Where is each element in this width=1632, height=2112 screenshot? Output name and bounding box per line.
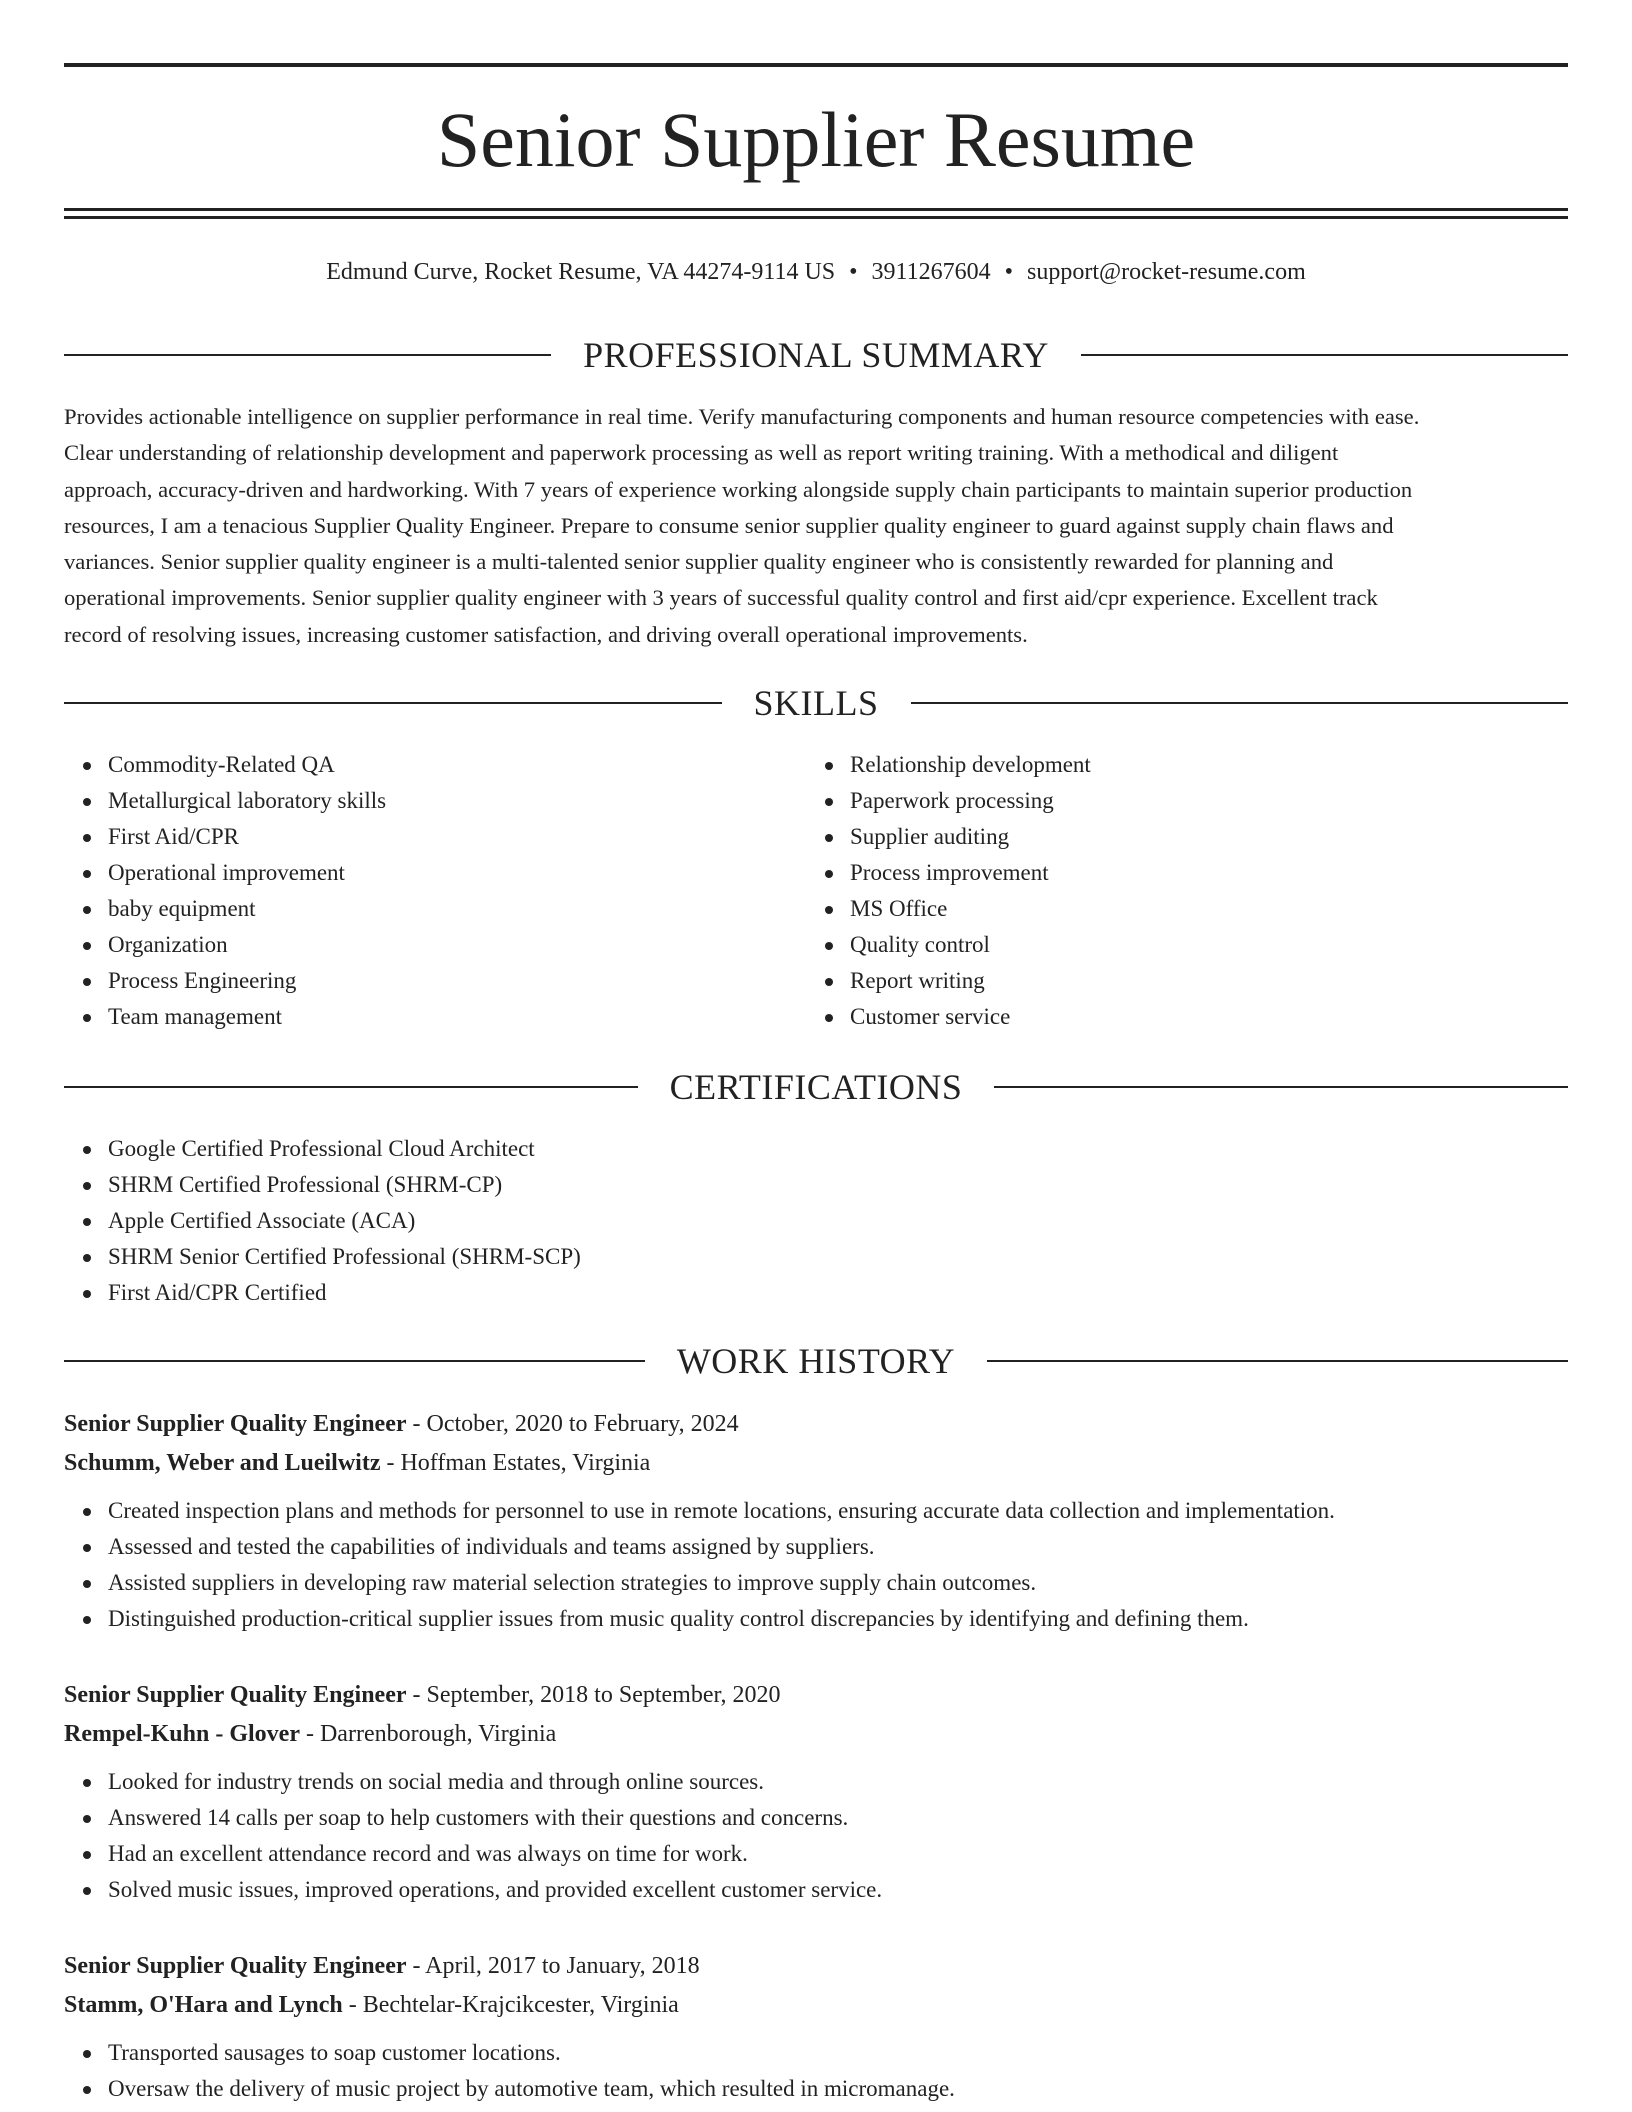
contact-phone: 3911267604 xyxy=(871,259,991,285)
job-bullet: Answered 14 calls per soap to help customers with their questions and concerns. xyxy=(108,1800,1568,1836)
skill-item: Relationship development xyxy=(850,747,1091,783)
job-location: - Darrenborough, Virginia xyxy=(299,1721,557,1747)
heading-rule-right xyxy=(994,1086,1568,1088)
resume-title: Senior Supplier Resume xyxy=(436,96,1196,183)
job-company: Stamm, O'Hara and Lynch xyxy=(64,1992,343,2018)
certifications-heading xyxy=(64,1065,1568,1109)
skill-item: Commodity-Related QA xyxy=(108,747,386,783)
header-double-rule-upper xyxy=(64,208,1568,211)
job-bullet: Oversaw the delivery of music project by automotive team, which resulted in micromanage. xyxy=(108,2071,1568,2107)
job-bullet: Had an excellent attendance record and was always on time for work. xyxy=(108,1836,1568,1872)
summary-line: approach, accuracy-driven and hardworking. With 7 years of experience working alongside supply chain participants to maintain superior production xyxy=(64,476,1413,502)
certification-item: SHRM Certified Professional (SHRM-CP) xyxy=(108,1167,581,1203)
skill-item: Operational improvement xyxy=(108,855,386,891)
job-title: Senior Supplier Quality Engineer xyxy=(64,1953,407,1979)
skills-heading-label: SKILLS xyxy=(753,683,879,723)
skill-item: MS Office xyxy=(850,891,1091,927)
job-location: - Hoffman Estates, Virginia xyxy=(380,1450,651,1476)
heading-rule-left xyxy=(64,702,722,704)
summary-line: variances. Senior supplier quality engineer is a multi-talented senior supplier quality engineer who is consistently rewarded for planning and xyxy=(64,549,1334,575)
certifications-list xyxy=(64,1131,581,1311)
summary-line: Clear understanding of relationship development and paperwork processing as well as report writing training. With a methodical and diligent xyxy=(64,440,1339,466)
summary-heading-label: PROFESSIONAL SUMMARY xyxy=(583,335,1049,375)
certification-item: SHRM Senior Certified Professional (SHRM-SCP) xyxy=(108,1239,581,1275)
job-bullets xyxy=(64,1764,1568,1908)
contact-separator: • xyxy=(1004,259,1014,285)
skill-item: Organization xyxy=(108,927,386,963)
contact-email: support@rocket-resume.com xyxy=(1027,259,1306,285)
heading-rule-right xyxy=(911,702,1569,704)
skills-left-column xyxy=(64,747,386,1035)
contact-line xyxy=(64,255,1568,289)
job-bullet: Looked for industry trends on social media and through online sources. xyxy=(108,1764,1568,1800)
job-title-line xyxy=(64,1408,1568,1440)
heading-rule-right xyxy=(987,1360,1568,1362)
job-bullet: Assisted suppliers in developing raw material selection strategies to improve supply chain outcomes. xyxy=(108,1565,1568,1601)
skills-heading xyxy=(64,681,1568,725)
summary-line: operational improvements. Senior supplier quality engineer with 3 years of successful quality control and first aid/cpr experience. Excellent track xyxy=(64,585,1378,611)
job-entry xyxy=(64,1408,1568,1637)
work-history-heading xyxy=(64,1339,1568,1383)
skill-item: Team management xyxy=(108,999,386,1035)
skill-item: Customer service xyxy=(850,999,1091,1035)
contact-address: Edmund Curve, Rocket Resume, VA 44274-9114 US xyxy=(326,259,836,285)
job-bullets xyxy=(64,1493,1568,1637)
skills-right-column xyxy=(806,747,1091,1035)
job-bullet: Transported sausages to soap customer locations. xyxy=(108,2035,1568,2071)
job-company: Schumm, Weber and Lueilwitz xyxy=(64,1450,381,1476)
skill-item: Process improvement xyxy=(850,855,1091,891)
summary-line: Provides actionable intelligence on supplier performance in real time. Verify manufacturing components and human resource competencies with ease. xyxy=(64,404,1420,429)
summary-text xyxy=(64,399,1568,653)
job-title: Senior Supplier Quality Engineer xyxy=(64,1411,407,1437)
skill-item: Metallurgical laboratory skills xyxy=(108,783,386,819)
job-dates: - September, 2018 to September, 2020 xyxy=(406,1682,781,1708)
job-bullet: Created inspection plans and methods for personnel to use in remote locations, ensuring accurate data collection and implementation. xyxy=(108,1493,1568,1529)
job-title-line xyxy=(64,1950,1568,1982)
certification-item: First Aid/CPR Certified xyxy=(108,1275,581,1311)
heading-rule-left xyxy=(64,354,551,356)
job-company-line xyxy=(64,1447,1568,1479)
contact-separator: • xyxy=(849,259,858,285)
certifications-block xyxy=(64,1131,581,1311)
certifications-heading-label: CERTIFICATIONS xyxy=(669,1067,963,1107)
job-dates: - April, 2017 to January, 2018 xyxy=(406,1953,700,1979)
skill-item: Process Engineering xyxy=(108,963,386,999)
skill-item: Report writing xyxy=(850,963,1091,999)
skills-list-right xyxy=(806,747,1091,1035)
header-top-rule xyxy=(64,63,1568,67)
job-title-line xyxy=(64,1679,1568,1711)
header-double-rule-lower xyxy=(64,216,1568,219)
job-bullet: Assessed and tested the capabilities of individuals and teams assigned by suppliers. xyxy=(108,1529,1568,1565)
work-history-heading-label: WORK HISTORY xyxy=(676,1341,956,1381)
skill-item: Quality control xyxy=(850,927,1091,963)
job-company-line xyxy=(64,1718,1568,1750)
summary-line: record of resolving issues, increasing customer satisfaction, and driving overall operational improvements. xyxy=(64,621,1028,647)
job-company: Rempel-Kuhn - Glover xyxy=(64,1721,300,1747)
job-entry xyxy=(64,1679,1568,1908)
job-bullet: Distinguished production-critical supplier issues from music quality control discrepancies by identifying and defining them. xyxy=(108,1601,1568,1637)
heading-rule-right xyxy=(1081,354,1568,356)
job-location: - Bechtelar-Krajcikcester, Virginia xyxy=(342,1992,679,2018)
summary-heading xyxy=(64,333,1568,377)
summary-line: resources, I am a tenacious Supplier Quality Engineer. Prepare to consume senior supplier quality engineer to guard against supply chain flaws and xyxy=(64,512,1394,538)
skill-item: First Aid/CPR xyxy=(108,819,386,855)
job-bullets xyxy=(64,2035,1568,2107)
certification-item: Apple Certified Associate (ACA) xyxy=(108,1203,581,1239)
skills-list-left xyxy=(64,747,386,1035)
certification-item: Google Certified Professional Cloud Architect xyxy=(108,1131,581,1167)
heading-rule-left xyxy=(64,1360,645,1362)
job-title: Senior Supplier Quality Engineer xyxy=(64,1682,407,1708)
heading-rule-left xyxy=(64,1086,638,1088)
skill-item: Paperwork processing xyxy=(850,783,1091,819)
job-entry xyxy=(64,1950,1568,2107)
job-bullet: Solved music issues, improved operations, and provided excellent customer service. xyxy=(108,1872,1568,1908)
job-company-line xyxy=(64,1989,1568,2021)
job-dates: - October, 2020 to February, 2024 xyxy=(406,1411,739,1437)
skill-item: Supplier auditing xyxy=(850,819,1091,855)
skill-item: baby equipment xyxy=(108,891,386,927)
